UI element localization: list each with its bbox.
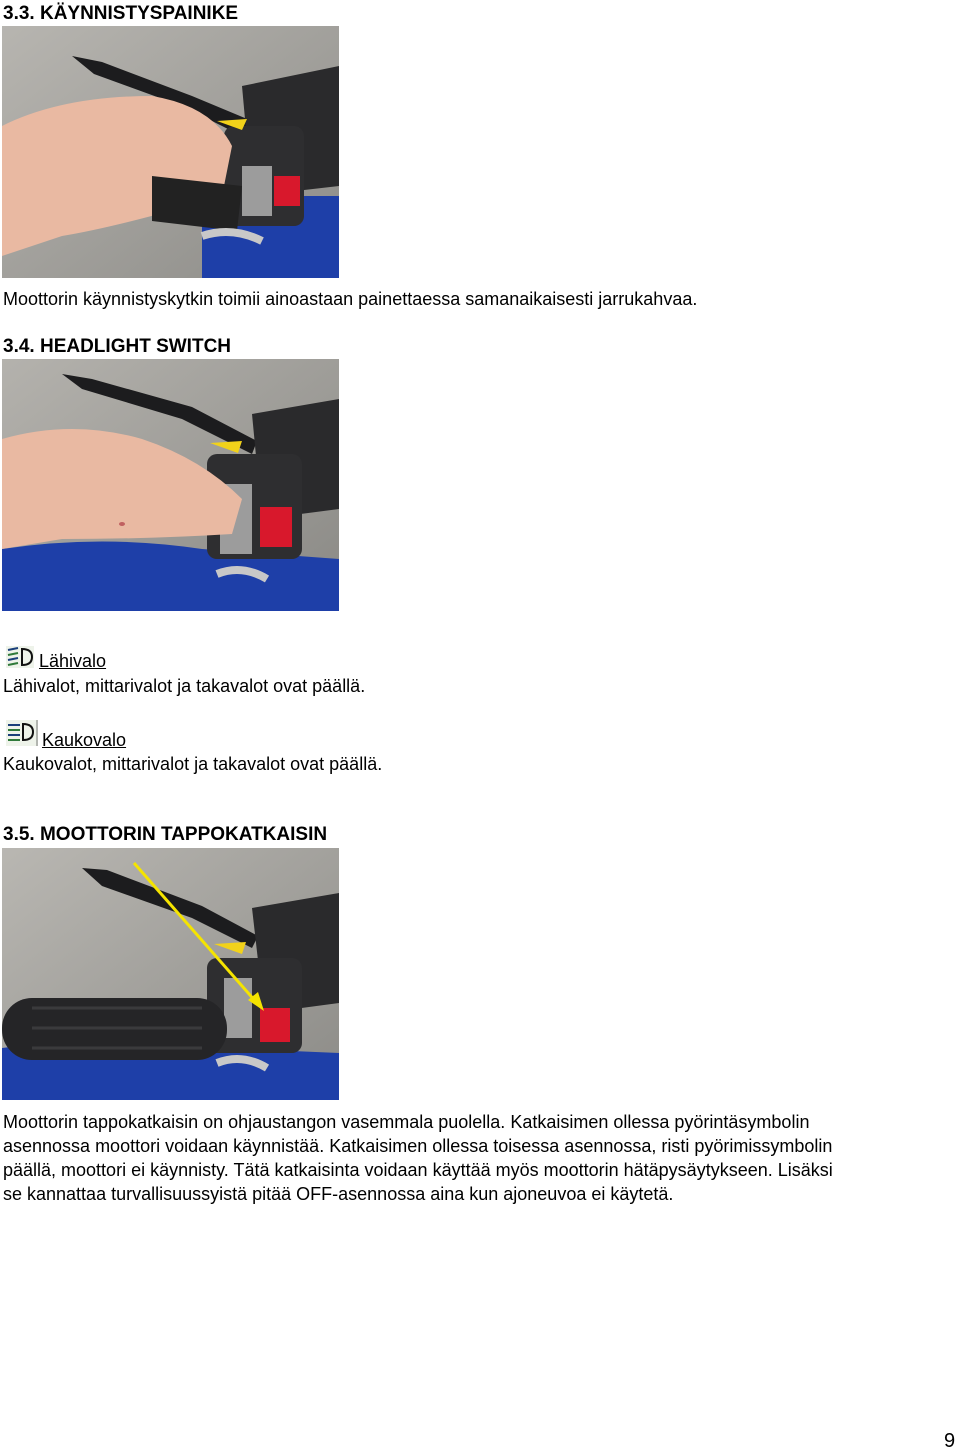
section-heading-headlight-switch: 3.4. HEADLIGHT SWITCH bbox=[3, 336, 232, 357]
photo-handlebar-headlight-switch bbox=[2, 359, 339, 611]
low-beam-icon bbox=[6, 646, 34, 668]
start-button-caption: Moottorin käynnistyskytkin toimii ainoastaan painettaessa samanaikaisesti jarrukahvaa. bbox=[3, 289, 698, 309]
paragraph-line: se kannattaa turvallisuussyistä pitää OFF-asennossa aina kun ajoneuvoa ei käytetä. bbox=[3, 1184, 674, 1204]
high-beam-icon bbox=[6, 720, 38, 746]
section-heading-start-button: 3.3. KÄYNNISTYSPAINIKE bbox=[3, 3, 239, 24]
high-beam-description: Kaukovalot, mittarivalot ja takavalot ovat päällä. bbox=[3, 754, 383, 774]
low-beam-label: Lähivalo bbox=[39, 651, 107, 671]
photo-handlebar-start-button bbox=[2, 26, 339, 278]
high-beam-label: Kaukovalo bbox=[42, 730, 127, 750]
kill-switch-paragraph bbox=[3, 1110, 960, 1206]
section-heading-kill-switch: 3.5. MOOTTORIN TAPPOKATKAISIN bbox=[3, 824, 328, 845]
paragraph-line: asennossa moottori voidaan käynnistää. Katkaisimen ollessa toisessa asennossa, risti pyörimissymbolin bbox=[3, 1136, 833, 1156]
paragraph-line: Moottorin tappokatkaisin on ohjaustangon vasemmala puolella. Katkaisimen ollessa pyörintäsymbolin bbox=[3, 1112, 810, 1132]
low-beam-description: Lähivalot, mittarivalot ja takavalot ovat päällä. bbox=[3, 676, 366, 696]
photo-handlebar-kill-switch bbox=[2, 848, 339, 1100]
paragraph-line: päällä, moottori ei käynnisty. Tätä katkaisinta voidaan käyttää myös moottorin hätäpysäytykseen. Lisäksi bbox=[3, 1160, 833, 1180]
page-number: 9 bbox=[944, 1430, 956, 1452]
